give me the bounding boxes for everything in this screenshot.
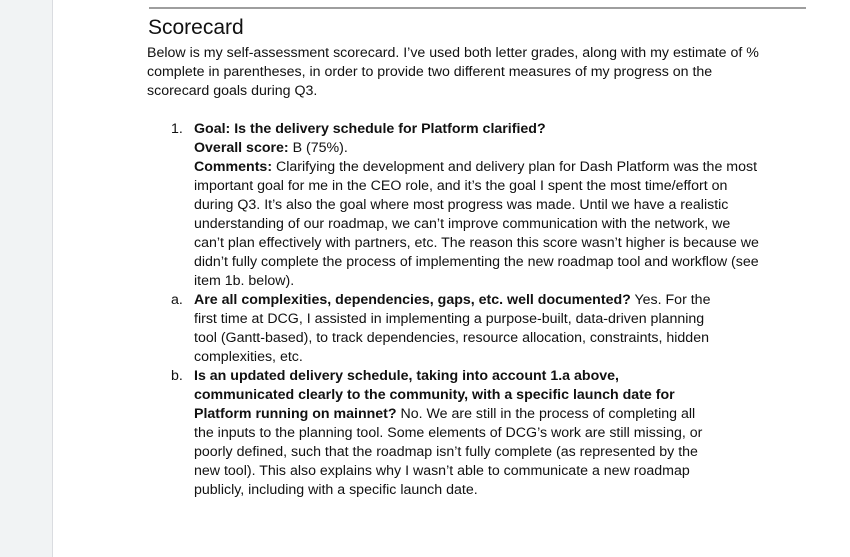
sub-item-paragraph [194, 291, 714, 367]
goal-list-item [147, 120, 764, 291]
comments-text: Clarifying the development and delivery plan for Dash Platform was the most important goal for me in the CEO role, and it’s the goal I spent the most time/effort on during Q3. It’s also the goal where most progress was made. Until we have a realistic understanding of our roadmap, we can’t improve communication with the network, we can’t plan effectively with partners, etc. The reason this score wasn’t higher is because we didn’t fully complete the process of implementing the new roadmap tool and workflow (see item 1b. below). [194, 159, 759, 289]
sub-list-item-a [147, 291, 714, 367]
sub-item-answer: No. We are still in the process of completing all the inputs to the planning tool. Some elements of DCG’s work are still missing, or poorly defined, such that the roadmap isn’t fully complete (as represented by the new tool). This also explains why I wasn’t able to communicate a new roadmap publicly, including with a specific launch date. [194, 406, 703, 498]
goal-heading [194, 120, 764, 139]
sub-item-answer: Yes. For the first time at DCG, I assisted in implementing a purpose-built, data-driven planning tool (Gantt-based), to track dependencies, resource allocation, constraints, hidden complexities, etc. [194, 292, 711, 365]
goal-heading-text: Goal: Is the delivery schedule for Platform clarified? [194, 121, 546, 137]
horizontal-divider [149, 7, 806, 9]
document-page [52, 0, 850, 557]
overall-score-label: Overall score: [194, 140, 289, 156]
sub-item-paragraph [194, 367, 714, 500]
sub-item-question: Are all complexities, dependencies, gaps, etc. well documented? [194, 292, 631, 308]
overall-score-value: B (75%). [288, 140, 348, 156]
section-heading: Scorecard [148, 16, 244, 39]
document-content [147, 14, 767, 500]
comments-paragraph [194, 158, 764, 291]
list-letter: a. [171, 292, 183, 308]
overall-score [194, 139, 764, 158]
list-number: 1. [171, 121, 183, 137]
comments-label: Comments: [194, 159, 273, 175]
intro-paragraph: Below is my self-assessment scorecard. I’ve used both letter grades, along with my estimate of % complete in parentheses, in order to provide two different measures of my progress on the scorecard goals during Q3. [147, 45, 759, 99]
list-letter: b. [171, 368, 183, 384]
sub-list-item-b [147, 367, 714, 500]
sub-item-question: Is an updated delivery schedule, taking into account 1.a above, communicated clearly to the community, with a specific launch date for Platform running on mainnet? [194, 368, 675, 422]
